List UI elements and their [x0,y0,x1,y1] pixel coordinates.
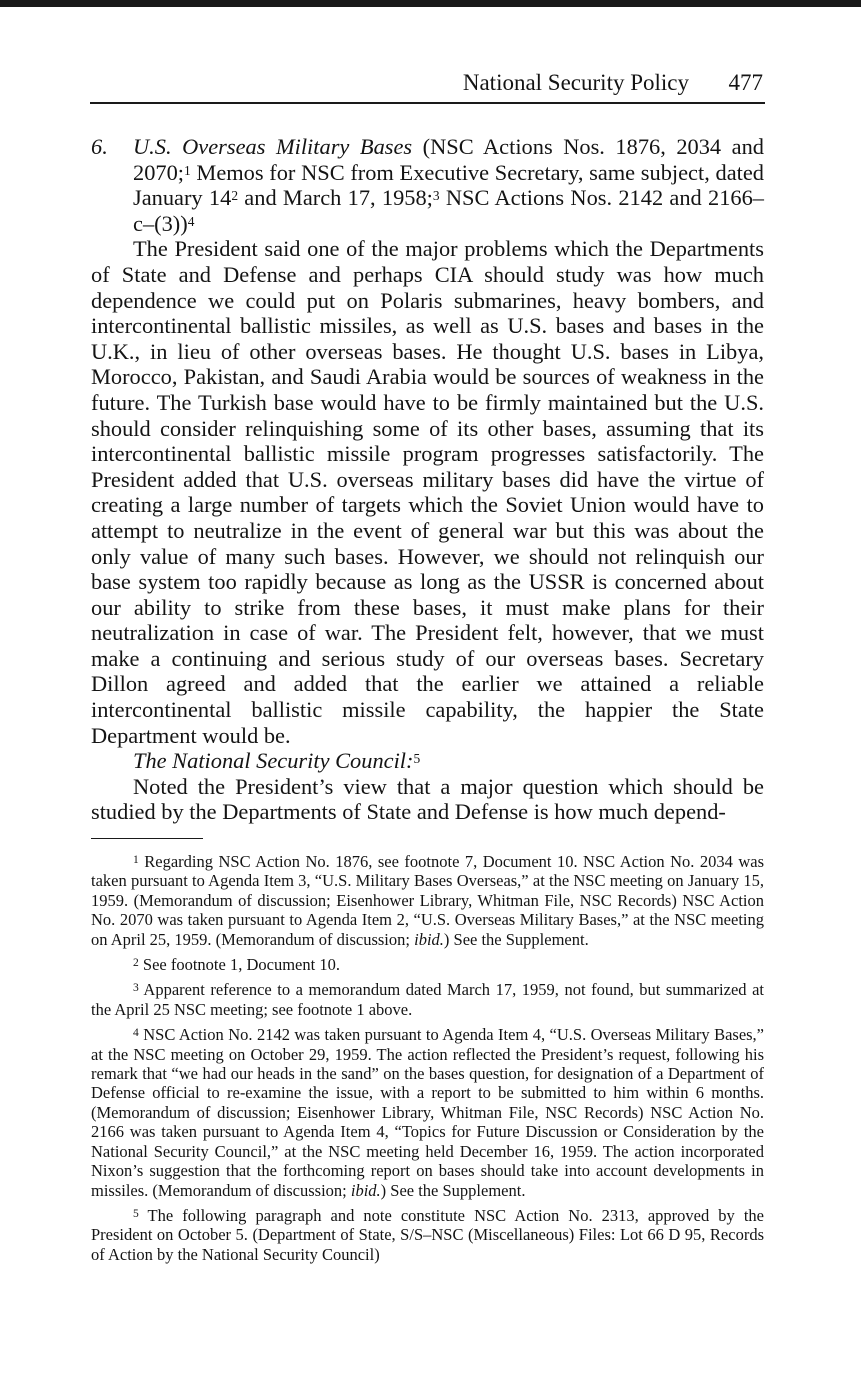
footnote-num-3: 3 [133,982,139,995]
item-refs-c: and March 17, 1958; [238,185,433,211]
footnote-num-5: 5 [133,1207,139,1220]
footnote-ibid-1: ibid. [414,929,444,949]
header-title: National Security Policy [462,70,689,95]
item-refs-d: NSC Actions Nos. 2142 and 2166–c–(3)) [133,185,764,236]
footnote-ibid-4: ibid. [350,1180,381,1200]
footnote-ref-3: 3 [432,188,440,204]
paragraph-noted: Noted the President’s view that a major question which should be studied by the Departments of State and Defense is how much depend- [91,773,764,825]
footnote-3 [91,980,764,1019]
footnotes [91,852,764,1270]
item-title: U.S. Overseas Military Bases [133,134,413,159]
footnote-4 [91,1025,764,1200]
footnote-ref-2: 2 [231,188,239,204]
footnote-rule [91,838,203,839]
footnote-text-5: The following paragraph and note constitute NSC Action No. 2313, approved by the President on October 5. (Department of State, S/S–NSC (Miscellaneous) Files: Lot 66 D 95, Records of Action by the National Security Council) [91,1205,764,1264]
footnote-num-1: 1 [133,854,139,866]
footnote-5 [91,1206,764,1264]
running-header [90,68,765,104]
agenda-item [91,134,764,236]
council-heading [91,748,764,774]
footnote-2 [91,955,764,974]
footnote-text-4: NSC Action No. 2142 was taken pursuant to Agenda Item 4, “U.S. Overseas Military Bases,” at the NSC meeting on October 29, 1959. The action reflected the President’s request, following his remark that “we had our heads in the sand” on the bases question, for designation of a Department of Defense official to re-examine the issue, with a report to be submitted to him within 6 months. (Memorandum of discussion; Eisenhower Library, Whitman File, NSC Records) NSC Action No. 2166 was taken pursuant to Agenda Item 4, “Topics for Future Discussion or Consideration by the National Security Council,” at the NSC meeting held December 16, 1959. The action incorporated Nixon’s suggestion that the forthcoming report on bases should take into account developments in missiles. (Memorandum of discussion; [91,1025,765,1200]
footnote-num-4: 4 [133,1027,139,1040]
item-refs-b: Memos for NSC from Executive Secretary, same subject, dated January 14 [133,159,764,211]
footnote-ref-1: 1 [184,162,191,178]
footnote-ref-5: 5 [413,751,421,767]
item-refs-a: (NSC Actions Nos. 1876, 2034 and 2070; [133,134,764,185]
footnote-tail-4: ) See the Supplement. [380,1180,526,1200]
main-text [91,134,764,825]
page-top-edge [0,0,861,7]
item-number: 6. [91,134,108,159]
page-number: 477 [728,70,763,95]
council-label: The National Security Council: [133,748,414,774]
footnote-text-3: Apparent reference to a memorandum dated March 17, 1959, not found, but summarized at the April 25 NSC meeting; see footnote 1 above. [91,980,764,1019]
paragraph-president: The President said one of the major problems which the Departments of State and Defense and perhaps CIA should study was how much dependence we could put on Polaris submarines, heavy bombers, and intercontinental ballistic missiles, as well as U.S. bases and bases in the U.K., in lieu of other overseas bases. He thought U.S. bases in Libya, Morocco, Pakistan, and Saudi Arabia would be sources of weakness in the future. The Turkish base would have to be firmly maintained but the U.S. should consider relinquishing some of its other bases, assuming that its intercontinental ballistic missile program progresses satisfactorily. The President added that U.S. overseas military bases did have the virtue of creating a large number of targets which the Soviet Union would have to attempt to neutralize in the event of general war but this was about the only value of many such bases. However, we should not relinquish our base system too rapidly because as long as the USSR is concerned about our ability to strike from these bases, it must make plans for their neutralization in case of war. The President felt, however, that we must make a continuing and serious study of our overseas bases. Secretary Dillon agreed and added that the earlier we attained a reliable intercontinental ballistic missile capability, the happier the State Department would be. [91,236,764,748]
footnote-1 [91,852,764,949]
footnote-ref-4: 4 [187,213,195,229]
footnote-text-1: Regarding NSC Action No. 1876, see footnote 7, Document 10. NSC Action No. 2034 was taken pursuant to Agenda Item 3, “U.S. Military Bases Overseas,” at the NSC meeting on January 15, 1959. (Memorandum of discussion; Eisenhower Library, Whitman File, NSC Records) NSC Action No. 2070 was taken pursuant to Agenda Item 2, “U.S. Overseas Military Bases,” at the NSC meeting on April 25, 1959. (Memorandum of discussion; [91,852,765,949]
footnote-num-2: 2 [133,957,139,970]
footnote-text-2: See footnote 1, Document 10. [142,955,340,975]
footnote-tail-1: ) See the Supplement. [443,929,589,949]
item-heading [133,134,764,236]
